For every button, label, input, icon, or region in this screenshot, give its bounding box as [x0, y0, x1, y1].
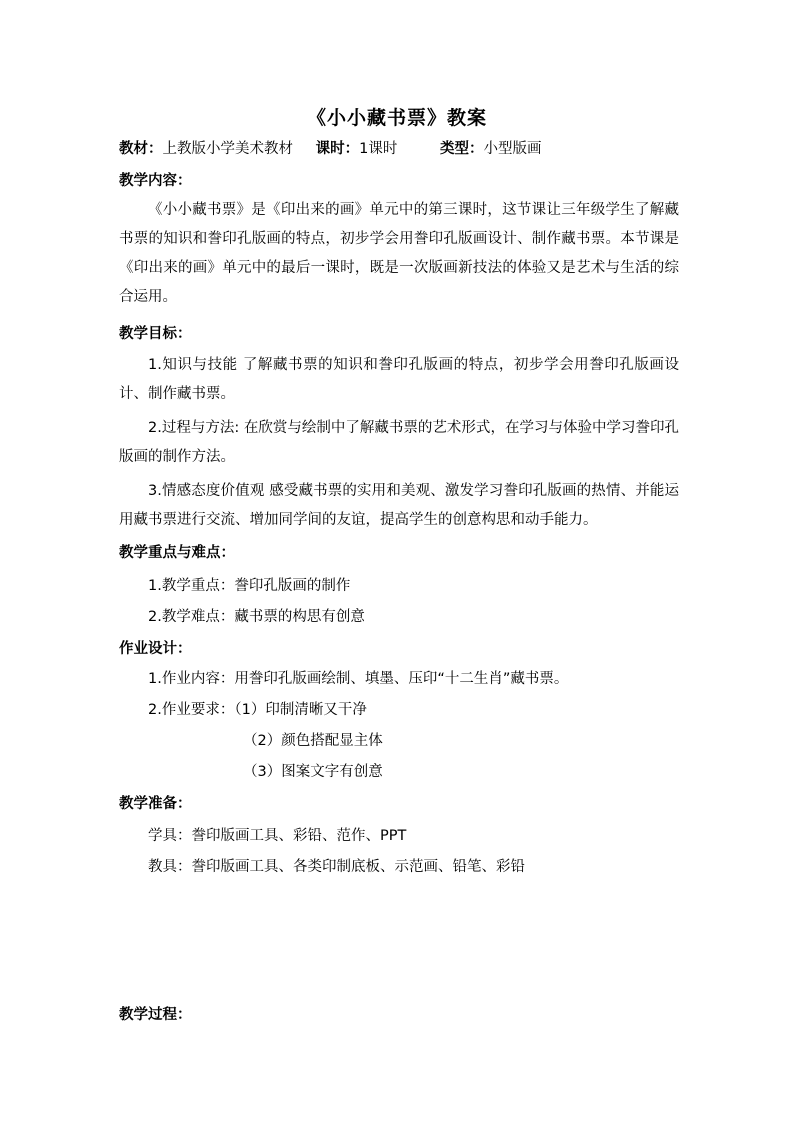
type-group [440, 137, 542, 158]
homework-item-2 [148, 698, 367, 719]
document-title: 《小小藏书票》教案 [306, 107, 487, 129]
type-label: 类型： [439, 141, 484, 157]
goal-item-2: 2.过程与方法: 在欣赏与绘制中了解藏书票的艺术形式，在学习与体验中学习誊印孔版画的制作方法。 [119, 420, 679, 465]
content-paragraph: 《小小藏书票》是《印出来的画》单元中的第三课时，这节课让三年级学生了解藏书票的知识和誊印孔版画的特点，初步学会用誊印孔版画设计、制作藏书票。本节课是《印出来的画》单元中的最后一课时，既是一次版画新技法的体验又是艺术与生活的综合运用。 [119, 202, 679, 305]
homework-requirement-1: （1）印制清晰又干净 [234, 702, 367, 718]
homework-requirement-label: 2.作业要求： [148, 702, 235, 718]
type-value: 小型版画 [483, 141, 542, 157]
hours-value: 1课时 [359, 141, 398, 157]
meta-row [119, 137, 541, 158]
goals-heading: 教学目标： [119, 326, 192, 342]
homework-heading: 作业设计： [119, 641, 192, 657]
homework-requirement-2: （2）颜色搭配显主体 [243, 733, 383, 749]
material-group [119, 137, 293, 158]
goal-item-1: 1.知识与技能 了解藏书票的知识和誊印孔版画的特点，初步学会用誊印孔版画设计、制作藏书票。 [119, 357, 679, 402]
prep-item-1: 学具：誊印版画工具、彩铅、范作、PPT [148, 828, 407, 844]
key-point-item-1: 1.教学重点：誊印孔版画的制作 [148, 578, 351, 594]
goal-item-3: 3.情感态度价值观 感受藏书票的实用和美观、激发学习誊印孔版画的热情、并能运用藏书票进行交流、增加同学间的友谊，提高学生的创意构思和动手能力。 [119, 483, 679, 528]
prep-item-2: 教具：誊印版画工具、各类印制底板、示范画、铅笔、彩铅 [148, 859, 525, 875]
key-point-item-2: 2.教学难点：藏书票的构思有创意 [148, 609, 365, 625]
hours-label: 课时： [315, 141, 360, 157]
material-label: 教材： [119, 141, 163, 157]
key-points-heading: 教学重点与难点： [119, 545, 235, 561]
content-heading: 教学内容： [119, 173, 192, 189]
material-value: 上教版小学美术教材 [162, 141, 293, 157]
hours-group [316, 137, 398, 158]
homework-requirement-3: （3）图案文字有创意 [243, 764, 383, 780]
prep-heading: 教学准备： [119, 796, 192, 812]
homework-item-1: 1.作业内容：用誊印孔版画绘制、填墨、压印“十二生肖”藏书票。 [148, 671, 569, 687]
process-heading: 教学过程： [119, 1007, 192, 1023]
